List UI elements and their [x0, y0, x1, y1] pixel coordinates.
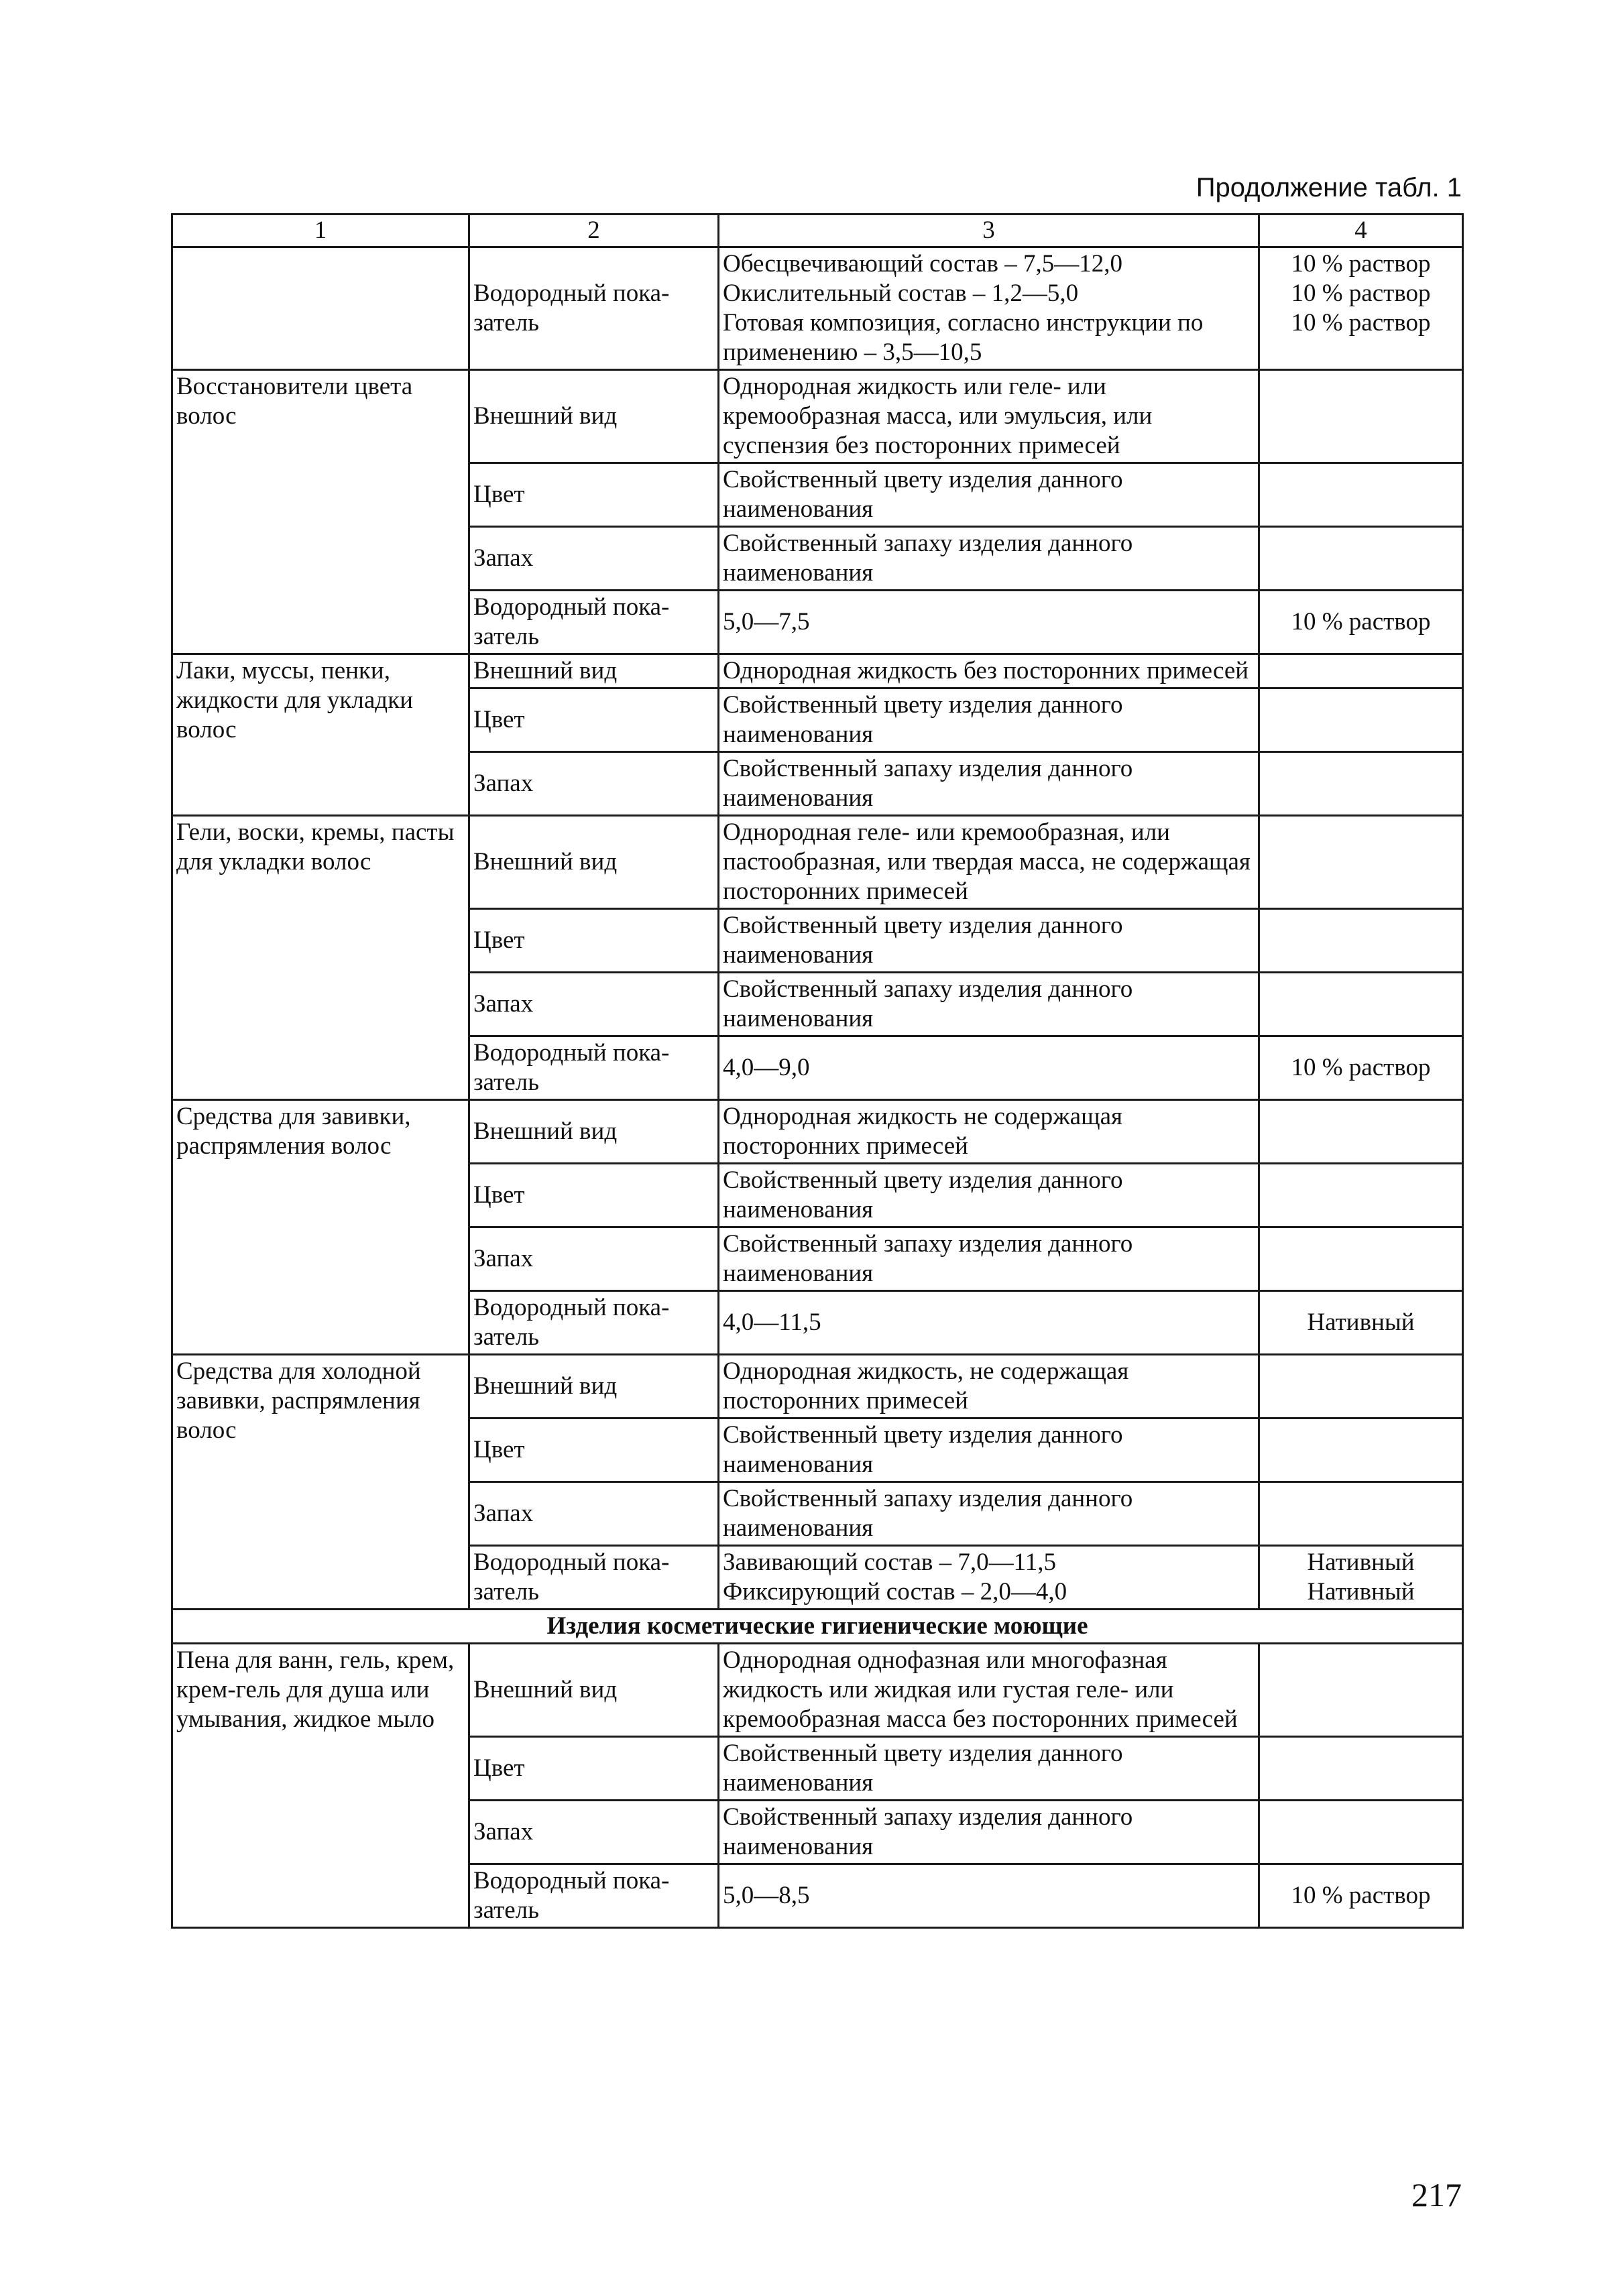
product-cell: Восстановители цвета волос: [172, 370, 469, 654]
indicator-cell: Водородный пока-затель: [469, 1291, 719, 1355]
method-cell: [1259, 247, 1463, 370]
method-cell: [1259, 1036, 1463, 1100]
product-cell: Средства для холодной завивки, распрямления волос: [172, 1355, 469, 1610]
table-row: [172, 1644, 1463, 1737]
norm-line: Фиксирующий состав – 2,0—4,0: [723, 1578, 1067, 1606]
page-number: 217: [1411, 2176, 1462, 2214]
method-line: Нативный: [1307, 1309, 1415, 1336]
norm-cell: [719, 688, 1259, 752]
norm-line: Однородная жидкость или геле- или кремообразная масса, или эмульсия, или суспензия без посторонних примесей: [723, 373, 1153, 459]
indicator-cell: Цвет: [469, 1164, 719, 1227]
norm-line: Свойственный цвету изделия данного наименования: [723, 1166, 1123, 1223]
norm-cell: [719, 370, 1259, 463]
norm-cell: [719, 1355, 1259, 1418]
method-line: 10 % раствор: [1291, 608, 1431, 636]
indicator-cell: Внешний вид: [469, 654, 719, 688]
method-cell: [1259, 527, 1463, 591]
indicator-cell: Водородный пока-затель: [469, 1546, 719, 1610]
norm-line: Свойственный запаху изделия данного наименования: [723, 1803, 1133, 1860]
indicator-cell: Запах: [469, 1227, 719, 1291]
method-cell: [1259, 1801, 1463, 1864]
indicator-cell: Водородный пока-затель: [469, 247, 719, 370]
method-line: 10 % раствор: [1291, 309, 1431, 337]
method-cell: [1259, 973, 1463, 1036]
norm-cell: [719, 1801, 1259, 1864]
indicator-cell: Цвет: [469, 688, 719, 752]
norm-line: Свойственный запаху изделия данного наименования: [723, 975, 1133, 1032]
product-cell: Лаки, муссы, пенки, жидкости для укладки волос: [172, 654, 469, 816]
indicator-cell: Внешний вид: [469, 1644, 719, 1737]
section-row: [172, 1610, 1463, 1644]
norm-line: Однородная жидкость без посторонних примесей: [723, 657, 1249, 684]
norm-line: Свойственный цвету изделия данного наименования: [723, 1740, 1123, 1797]
norm-cell: [719, 1164, 1259, 1227]
norm-line: 4,0—11,5: [723, 1309, 821, 1336]
norm-line: Завивающий состав – 7,0—11,5: [723, 1549, 1057, 1576]
norm-line: Свойственный запаху изделия данного наименования: [723, 1230, 1133, 1287]
indicator-cell: Водородный пока-затель: [469, 1864, 719, 1928]
method-line: Нативный: [1307, 1549, 1415, 1576]
norm-line: Готовая композиция, согласно инструкции по применению – 3,5—10,5: [723, 309, 1204, 366]
method-line: Нативный: [1307, 1578, 1415, 1606]
product-cell: [172, 247, 469, 370]
method-cell: [1259, 591, 1463, 654]
indicator-cell: Водородный пока-затель: [469, 591, 719, 654]
norm-cell: [719, 816, 1259, 909]
indicator-cell: Цвет: [469, 909, 719, 973]
specification-table: [171, 213, 1464, 1929]
table-caption: Продолжение табл. 1: [1196, 173, 1462, 202]
norm-cell: [719, 591, 1259, 654]
norm-line: Обесцвечивающий состав – 7,5—12,0: [723, 250, 1122, 278]
table-row: [172, 654, 1463, 688]
norm-line: Окислительный состав – 1,2—5,0: [723, 280, 1079, 307]
indicator-cell: Цвет: [469, 1737, 719, 1801]
norm-line: Свойственный цвету изделия данного наименования: [723, 1421, 1123, 1478]
norm-cell: [719, 463, 1259, 527]
norm-line: Свойственный запаху изделия данного наименования: [723, 530, 1133, 587]
method-line: 10 % раствор: [1291, 280, 1431, 307]
indicator-cell: Запах: [469, 1801, 719, 1864]
norm-cell: [719, 1291, 1259, 1355]
norm-cell: [719, 654, 1259, 688]
method-line: 10 % раствор: [1291, 1882, 1431, 1909]
product-cell: Гели, воски, кремы, пасты для укладки волос: [172, 816, 469, 1100]
indicator-cell: Внешний вид: [469, 1355, 719, 1418]
method-cell: [1259, 1546, 1463, 1610]
section-title: Изделия косметические гигиенические моющие: [172, 1610, 1463, 1644]
method-cell: [1259, 1418, 1463, 1482]
method-cell: [1259, 370, 1463, 463]
indicator-cell: Запах: [469, 527, 719, 591]
method-cell: [1259, 1227, 1463, 1291]
table-row: [172, 247, 1463, 370]
norm-cell: [719, 1644, 1259, 1737]
column-header: 4: [1259, 215, 1463, 247]
method-cell: [1259, 1164, 1463, 1227]
norm-line: Однородная жидкость не содержащая посторонних примесей: [723, 1103, 1123, 1160]
indicator-cell: Внешний вид: [469, 370, 719, 463]
norm-line: Однородная геле- или кремообразная, или пастообразная, или твердая масса, не содержащая посторонних примесей: [723, 819, 1251, 905]
norm-cell: [719, 1100, 1259, 1164]
norm-line: 4,0—9,0: [723, 1054, 810, 1081]
norm-cell: [719, 1864, 1259, 1928]
indicator-cell: Водородный пока-затель: [469, 1036, 719, 1100]
method-cell: [1259, 752, 1463, 816]
norm-cell: [719, 752, 1259, 816]
indicator-cell: Внешний вид: [469, 816, 719, 909]
norm-line: Однородная однофазная или многофазная жидкость или жидкая или густая геле- или кремообразная масса без посторонних примесей: [723, 1646, 1238, 1733]
product-cell: Пена для ванн, гель, крем, крем-гель для душа или умывания, жидкое мыло: [172, 1644, 469, 1928]
indicator-cell: Цвет: [469, 463, 719, 527]
norm-cell: [719, 1546, 1259, 1610]
column-header: 2: [469, 215, 719, 247]
method-line: 10 % раствор: [1291, 250, 1431, 278]
method-cell: [1259, 1291, 1463, 1355]
method-cell: [1259, 654, 1463, 688]
table-row: [172, 1355, 1463, 1418]
column-header: 3: [719, 215, 1259, 247]
indicator-cell: Цвет: [469, 1418, 719, 1482]
method-cell: [1259, 816, 1463, 909]
norm-cell: [719, 1036, 1259, 1100]
norm-cell: [719, 909, 1259, 973]
indicator-cell: Внешний вид: [469, 1100, 719, 1164]
indicator-cell: Запах: [469, 973, 719, 1036]
norm-line: Свойственный цвету изделия данного наименования: [723, 691, 1123, 748]
norm-line: Свойственный запаху изделия данного наименования: [723, 1485, 1133, 1542]
norm-line: 5,0—7,5: [723, 608, 810, 636]
table-header-row: [172, 215, 1463, 247]
method-cell: [1259, 1482, 1463, 1546]
norm-line: Свойственный запаху изделия данного наименования: [723, 755, 1133, 812]
norm-cell: [719, 1737, 1259, 1801]
norm-cell: [719, 1418, 1259, 1482]
norm-cell: [719, 247, 1259, 370]
indicator-cell: Запах: [469, 1482, 719, 1546]
method-cell: [1259, 463, 1463, 527]
method-cell: [1259, 688, 1463, 752]
norm-line: Свойственный цвету изделия данного наименования: [723, 912, 1123, 969]
norm-cell: [719, 973, 1259, 1036]
norm-cell: [719, 527, 1259, 591]
norm-line: Однородная жидкость, не содержащая посторонних примесей: [723, 1357, 1129, 1414]
column-header: 1: [172, 215, 469, 247]
method-cell: [1259, 1100, 1463, 1164]
product-cell: Средства для завивки, распрямления волос: [172, 1100, 469, 1355]
norm-cell: [719, 1482, 1259, 1546]
method-line: 10 % раствор: [1291, 1054, 1431, 1081]
table-row: [172, 816, 1463, 909]
table-row: [172, 370, 1463, 463]
method-cell: [1259, 1864, 1463, 1928]
method-cell: [1259, 909, 1463, 973]
norm-line: Свойственный цвету изделия данного наименования: [723, 466, 1123, 523]
method-cell: [1259, 1355, 1463, 1418]
norm-cell: [719, 1227, 1259, 1291]
method-cell: [1259, 1737, 1463, 1801]
norm-line: 5,0—8,5: [723, 1882, 810, 1909]
indicator-cell: Запах: [469, 752, 719, 816]
method-cell: [1259, 1644, 1463, 1737]
table-row: [172, 1100, 1463, 1164]
